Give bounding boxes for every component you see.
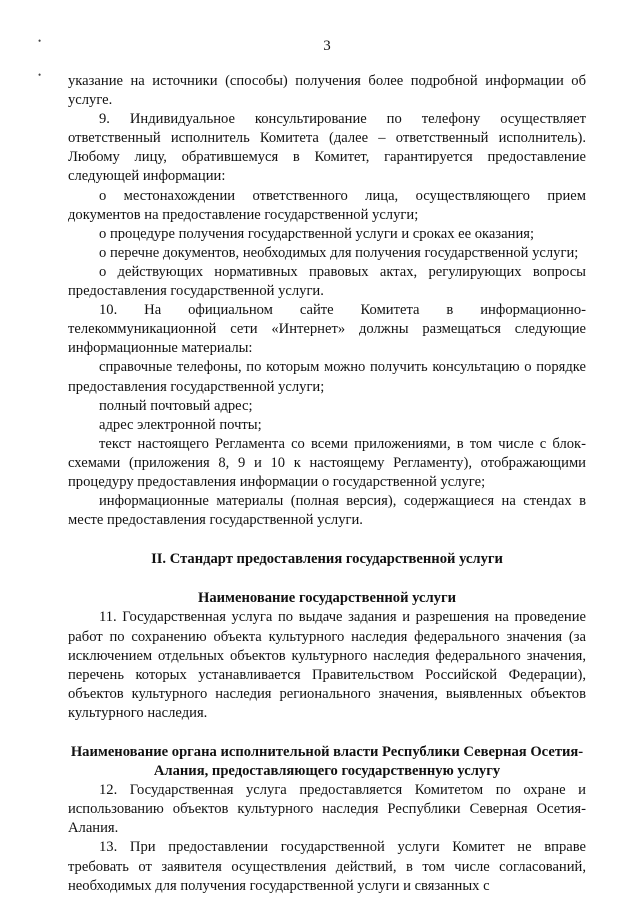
paragraph: указание на источники (способы) получения более подробной информации об услуге. (68, 73, 586, 109)
document-body (68, 72, 586, 896)
paragraph: адрес электронной почты; (99, 416, 262, 433)
section-heading: Наименование государственной услуги (198, 590, 456, 607)
paragraph: текст настоящего Регламента со всеми приложениями, в том числе с блок-схемами (приложения 8, 9 и 10 к настоящему Регламенту), отображающими процедуру предоставления информации о государственной услуге; (68, 435, 586, 490)
paragraph: о действующих нормативных правовых актах, регулирующих вопросы предоставления государственной услуги. (68, 263, 586, 300)
paragraph: информационные материалы (полная версия), содержащиеся на стендах в месте предоставления государственной услуги. (68, 493, 586, 529)
section-heading: Наименование органа исполнительной власти Республики Северная Осетия-Алания, предоставляющего государственную услугу (70, 744, 584, 780)
paragraph: полный почтовый адрес; (99, 397, 253, 414)
paragraph: 13. При предоставлении государственной услуги Комитет не вправе требовать от заявителя осуществления действий, в том числе согласований, необходимых для получения государственной услуги и связанных с (68, 839, 586, 894)
paragraph: о перечне документов, необходимых для получения государственной услуги; (99, 244, 579, 261)
paragraph: справочные телефоны, по которым можно получить консультацию о порядке предоставления государственной услуги; (68, 359, 586, 395)
paragraph: 9. Индивидуальное консультирование по телефону осуществляет ответственный исполнитель Комитета (далее – ответственный исполнитель). Любому лицу, обратившемуся в Комитет, гарантируется предоставление следующей информации: (68, 111, 586, 185)
page-number: 3 (323, 38, 331, 54)
spacer (68, 569, 586, 589)
scan-mark: • (38, 70, 42, 80)
spacer (68, 530, 586, 550)
spacer (68, 723, 586, 743)
paragraph: 12. Государственная услуга предоставляется Комитетом по охране и использованию объектов культурного наследия Республики Северная Осетия-Алания. (68, 782, 586, 837)
paragraph: 10. На официальном сайте Комитета в информационно-телекоммуникационной сети «Интернет» должны размещаться следующие информационные материалы: (68, 302, 586, 357)
scan-mark: • (38, 36, 42, 46)
paragraph: о процедуре получения государственной услуги и сроках ее оказания; (99, 225, 535, 242)
paragraph: о местонахождении ответственного лица, осуществляющего прием документов на предоставление государственной услуги; (68, 187, 586, 223)
paragraph: 11. Государственная услуга по выдаче задания и разрешения на проведение работ по сохранению объекта культурного наследия федерального значения (за исключением отдельных объектов культурного наследия федерального значения, перечень которых устанавливается Правительством Российской Федерации), объектов культурного наследия регионального значения, выявленных объектов культурного наследия. (68, 609, 586, 721)
section-heading: II. Стандарт предоставления государственной услуги (151, 551, 503, 568)
